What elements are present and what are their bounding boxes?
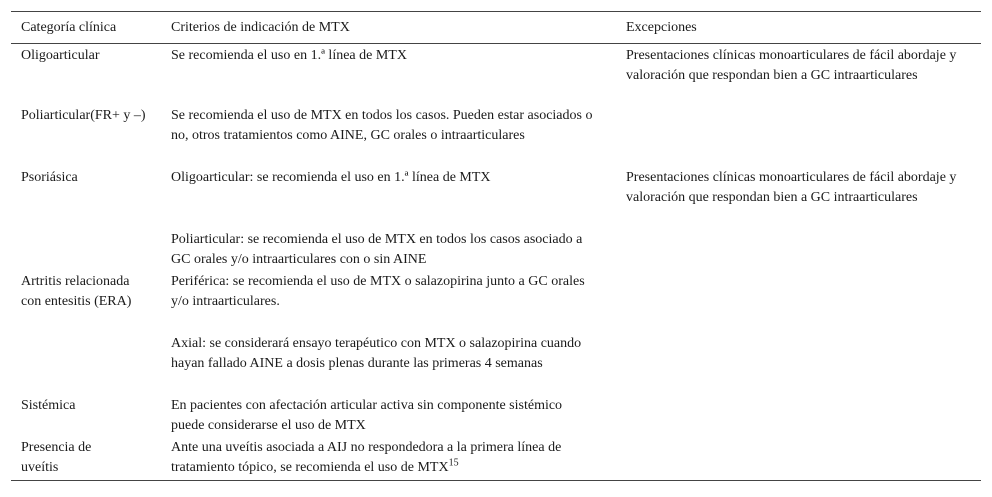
table-row bbox=[11, 438, 981, 480]
row-category: Artritis relacionada con entesitis (ERA) bbox=[21, 274, 132, 309]
header-exceptions: Excepciones bbox=[626, 19, 697, 35]
table-header-rule bbox=[11, 43, 981, 44]
row-criteria: Poliarticular: se recomienda el uso de MTX en todos los casos asociado a GC orales y/o intraarticulares con o sin AINE bbox=[171, 232, 583, 267]
row-criteria: Axial: se considerará ensayo terapéutico con MTX o salazopirina cuando hayan fallado AINE a dosis plenas durante las primeras 4 semanas bbox=[171, 336, 582, 371]
table-row bbox=[11, 106, 981, 168]
mtx-indication-table bbox=[11, 11, 981, 481]
table-header-row bbox=[11, 12, 981, 43]
table-row bbox=[11, 272, 981, 334]
row-criteria: Oligoarticular: se recomienda el uso en 1.ª línea de MTX bbox=[171, 170, 491, 185]
row-category: Presencia de uveítis bbox=[21, 440, 92, 475]
table-row bbox=[11, 168, 981, 230]
table-row bbox=[11, 230, 981, 272]
row-criteria: Ante una uveítis asociada a AIJ no respondedora a la primera línea de tratamiento tópico, se recomienda el uso de MTX bbox=[171, 440, 562, 475]
table-row bbox=[11, 396, 981, 438]
row-criteria: Se recomienda el uso de MTX en todos los casos. Pueden estar asociados o no, otros tratamientos como AINE, GC orales o intraarticulares bbox=[171, 108, 593, 143]
row-category: Poliarticular(FR+ y –) bbox=[21, 108, 146, 123]
table-row bbox=[11, 334, 981, 396]
row-criteria-wrap bbox=[171, 438, 626, 478]
row-category: Sistémica bbox=[21, 398, 76, 413]
row-criteria: Periférica: se recomienda el uso de MTX o salazopirina junto a GC orales y/o intraarticulares. bbox=[171, 274, 585, 309]
header-criteria: Criterios de indicación de MTX bbox=[171, 19, 350, 35]
row-exception: Presentaciones clínicas monoarticulares de fácil abordaje y valoración que respondan bien a GC intraarticulares bbox=[626, 48, 957, 83]
row-criteria: En pacientes con afectación articular activa sin componente sistémico puede considerarse el uso de MTX bbox=[171, 398, 563, 433]
table-bottom-rule bbox=[11, 480, 981, 481]
header-category: Categoría clínica bbox=[21, 19, 117, 35]
reference-superscript: 15 bbox=[448, 457, 459, 469]
row-exception: Presentaciones clínicas monoarticulares de fácil abordaje y valoración que respondan bien a GC intraarticulares bbox=[626, 170, 957, 205]
table-row bbox=[11, 46, 981, 106]
row-category: Psoriásica bbox=[21, 170, 78, 185]
row-category: Oligoarticular bbox=[21, 48, 100, 63]
row-criteria: Se recomienda el uso en 1.ª línea de MTX bbox=[171, 48, 407, 63]
